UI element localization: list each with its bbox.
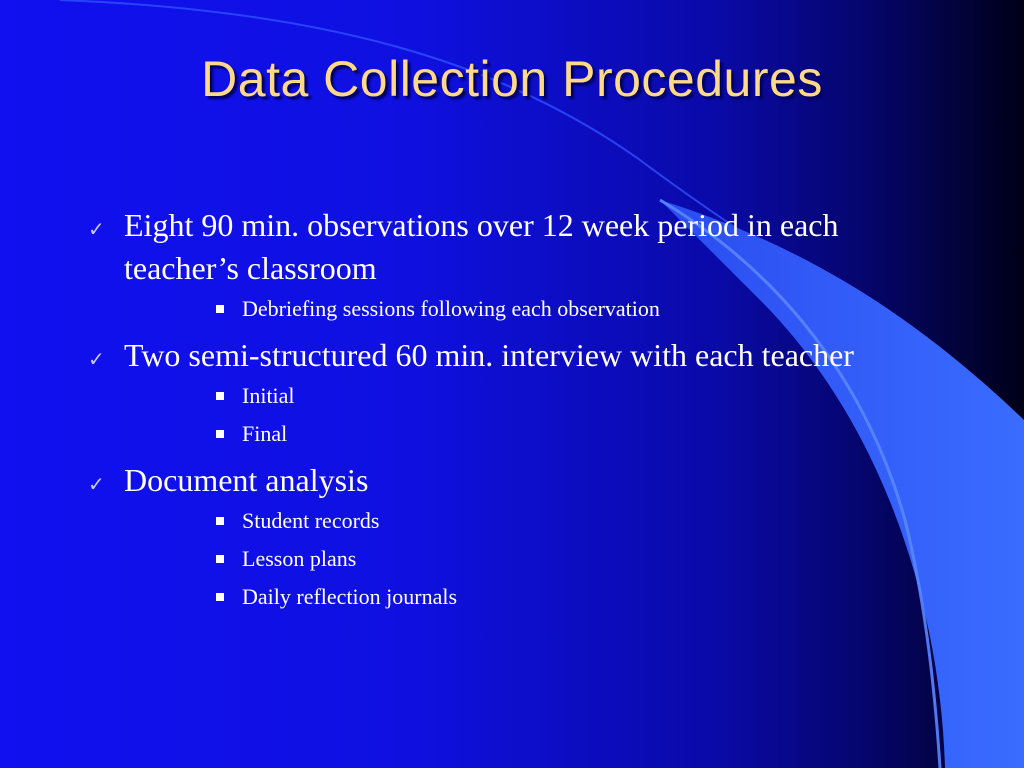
square-bullet-icon	[216, 305, 224, 313]
sub-bullet-item	[216, 377, 948, 415]
square-bullet-icon	[216, 593, 224, 601]
bullet-item	[88, 459, 948, 502]
sub-bullet-item	[216, 578, 948, 616]
sub-bullet-text: Final	[242, 421, 288, 446]
checkmark-icon: ✓	[88, 347, 105, 371]
sub-bullet-item	[216, 415, 948, 453]
bullet-text: Document analysis	[124, 462, 369, 498]
square-bullet-icon	[216, 430, 224, 438]
bullet-text: Eight 90 min. observations over 12 week period in each teacher’s classroom	[124, 207, 839, 286]
sub-bullet-text: Initial	[242, 383, 295, 408]
bullet-list	[88, 200, 948, 616]
sub-bullet-text: Student records	[242, 508, 380, 533]
sub-bullet-text: Daily reflection journals	[242, 584, 458, 609]
square-bullet-icon	[216, 517, 224, 525]
sub-bullet-item	[216, 540, 948, 578]
square-bullet-icon	[216, 392, 224, 400]
checkmark-icon: ✓	[88, 472, 105, 496]
sub-bullet-item	[216, 502, 948, 540]
bullet-text: Two semi-structured 60 min. interview with each teacher	[124, 337, 854, 373]
slide-title: Data Collection Procedures	[201, 51, 823, 107]
square-bullet-icon	[216, 555, 224, 563]
bullet-item	[88, 334, 948, 377]
sub-bullet-text: Debriefing sessions following each observation	[242, 296, 660, 321]
sub-bullet-text: Lesson plans	[242, 546, 357, 571]
checkmark-icon: ✓	[88, 217, 105, 241]
sub-bullet-item	[216, 290, 948, 328]
bullet-item	[88, 204, 948, 290]
